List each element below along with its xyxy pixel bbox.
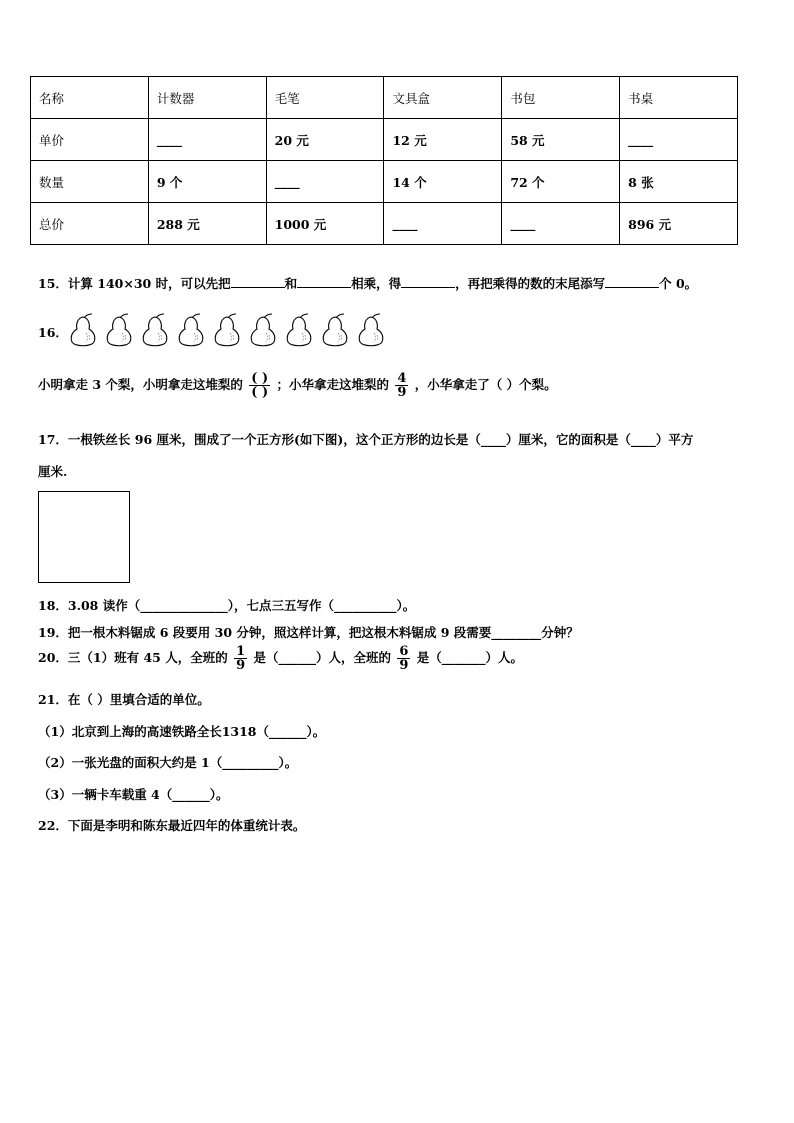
price-table bbox=[30, 76, 738, 245]
question-21-item: （3）一辆卡车载重 4（______）。 bbox=[38, 787, 229, 802]
table-cell: 文具盒 bbox=[384, 77, 502, 119]
fraction-denominator: 9 bbox=[236, 658, 246, 673]
question-20 bbox=[38, 645, 523, 672]
question-17-line1: 17．一根铁丝长 96 厘米，围成了一个正方形(如下图)，这个正方形的边长是（____）厘米，它的面积是（____）平方 bbox=[38, 432, 694, 447]
table-cell: 9 个 bbox=[148, 161, 266, 203]
answer-blank[interactable] bbox=[401, 275, 455, 288]
table-row bbox=[31, 203, 738, 245]
table-header-row bbox=[31, 77, 738, 119]
fraction-numerator: 6 bbox=[399, 644, 409, 659]
table-cell: 计数器 bbox=[148, 77, 266, 119]
pear-row bbox=[68, 313, 392, 352]
question-15 bbox=[38, 274, 697, 292]
table-cell: 1000 元 bbox=[266, 203, 384, 245]
table-cell: 896 元 bbox=[620, 203, 738, 245]
answer-blank[interactable] bbox=[605, 275, 659, 288]
question-21-title: 21．在（ ）里填合适的单位。 bbox=[38, 692, 210, 707]
table-cell: 12 元 bbox=[384, 119, 502, 161]
question-text: 相乘，得 bbox=[351, 276, 402, 291]
fraction bbox=[234, 645, 247, 672]
table-cell: 72 个 bbox=[502, 161, 620, 203]
table-cell: 数量 bbox=[31, 161, 149, 203]
square-figure bbox=[38, 491, 130, 583]
table-cell: ____ bbox=[384, 203, 502, 245]
question-text: 是（______）人，全班的 bbox=[253, 650, 391, 665]
question-16-number: 16． bbox=[38, 325, 68, 340]
table-cell: 毛笔 bbox=[266, 77, 384, 119]
fraction bbox=[249, 372, 270, 399]
question-16-text bbox=[38, 372, 557, 399]
question-text: 计算 140×30 时，可以先把 bbox=[67, 276, 231, 291]
question-text: 小明拿走 3 个梨，小明拿走这堆梨的 bbox=[38, 377, 243, 392]
table-cell: 288 元 bbox=[148, 203, 266, 245]
question-text: 是（_______）人。 bbox=[416, 650, 524, 665]
pear-icon bbox=[320, 313, 350, 352]
fraction-denominator: ( ) bbox=[251, 385, 269, 400]
table-cell: ____ bbox=[148, 119, 266, 161]
question-19: 19．把一根木料锯成 6 段要用 30 分钟，照这样计算，把这根木料锯成 9 段需要________分钟？ bbox=[38, 625, 579, 640]
fraction-denominator: 9 bbox=[399, 658, 409, 673]
table-row bbox=[31, 119, 738, 161]
table-row bbox=[31, 161, 738, 203]
question-text: ；小华拿走这堆梨的 bbox=[276, 377, 389, 392]
pear-icon bbox=[104, 313, 134, 352]
question-text: 和 bbox=[284, 276, 298, 291]
table-cell: 书包 bbox=[502, 77, 620, 119]
table-cell: 单价 bbox=[31, 119, 149, 161]
table-cell: 20 元 bbox=[266, 119, 384, 161]
fraction-denominator: 9 bbox=[397, 385, 407, 400]
pear-icon bbox=[356, 313, 386, 352]
fraction bbox=[395, 372, 408, 399]
question-number: 15． bbox=[38, 276, 68, 291]
table-cell: 14 个 bbox=[384, 161, 502, 203]
fraction-numerator: 1 bbox=[236, 644, 246, 659]
pear-icon bbox=[212, 313, 242, 352]
question-text: ，小华拿走了（ ）个梨。 bbox=[414, 377, 557, 392]
answer-blank[interactable] bbox=[297, 275, 351, 288]
question-18: 18．3.08 读作（______________），七点三五写作（__________）。 bbox=[38, 598, 416, 613]
fraction-numerator: ( ) bbox=[251, 371, 269, 386]
table-cell: ____ bbox=[266, 161, 384, 203]
question-text: 个 0。 bbox=[659, 276, 698, 291]
table-cell: 书桌 bbox=[620, 77, 738, 119]
fraction-numerator: 4 bbox=[397, 371, 407, 386]
pear-icon bbox=[140, 313, 170, 352]
fraction bbox=[397, 645, 410, 672]
question-17-line2: 厘米. bbox=[38, 464, 68, 479]
pear-icon bbox=[68, 313, 98, 352]
pear-icon bbox=[284, 313, 314, 352]
table-cell: 名称 bbox=[31, 77, 149, 119]
question-21-item: （2）一张光盘的面积大约是 1（_________）。 bbox=[38, 755, 298, 770]
pear-icon bbox=[176, 313, 206, 352]
question-21-item: （1）北京到上海的高速铁路全长1318（______）。 bbox=[38, 724, 326, 739]
pear-icon bbox=[248, 313, 278, 352]
table-cell: ____ bbox=[620, 119, 738, 161]
question-text: 20．三（1）班有 45 人，全班的 bbox=[38, 650, 228, 665]
answer-blank[interactable] bbox=[231, 275, 285, 288]
table-cell: 8 张 bbox=[620, 161, 738, 203]
table-cell: 总价 bbox=[31, 203, 149, 245]
table-cell: 58 元 bbox=[502, 119, 620, 161]
question-text: ，再把乘得的数的末尾添写 bbox=[455, 276, 606, 291]
table-cell: ____ bbox=[502, 203, 620, 245]
question-22: 22．下面是李明和陈东最近四年的体重统计表。 bbox=[38, 818, 306, 833]
